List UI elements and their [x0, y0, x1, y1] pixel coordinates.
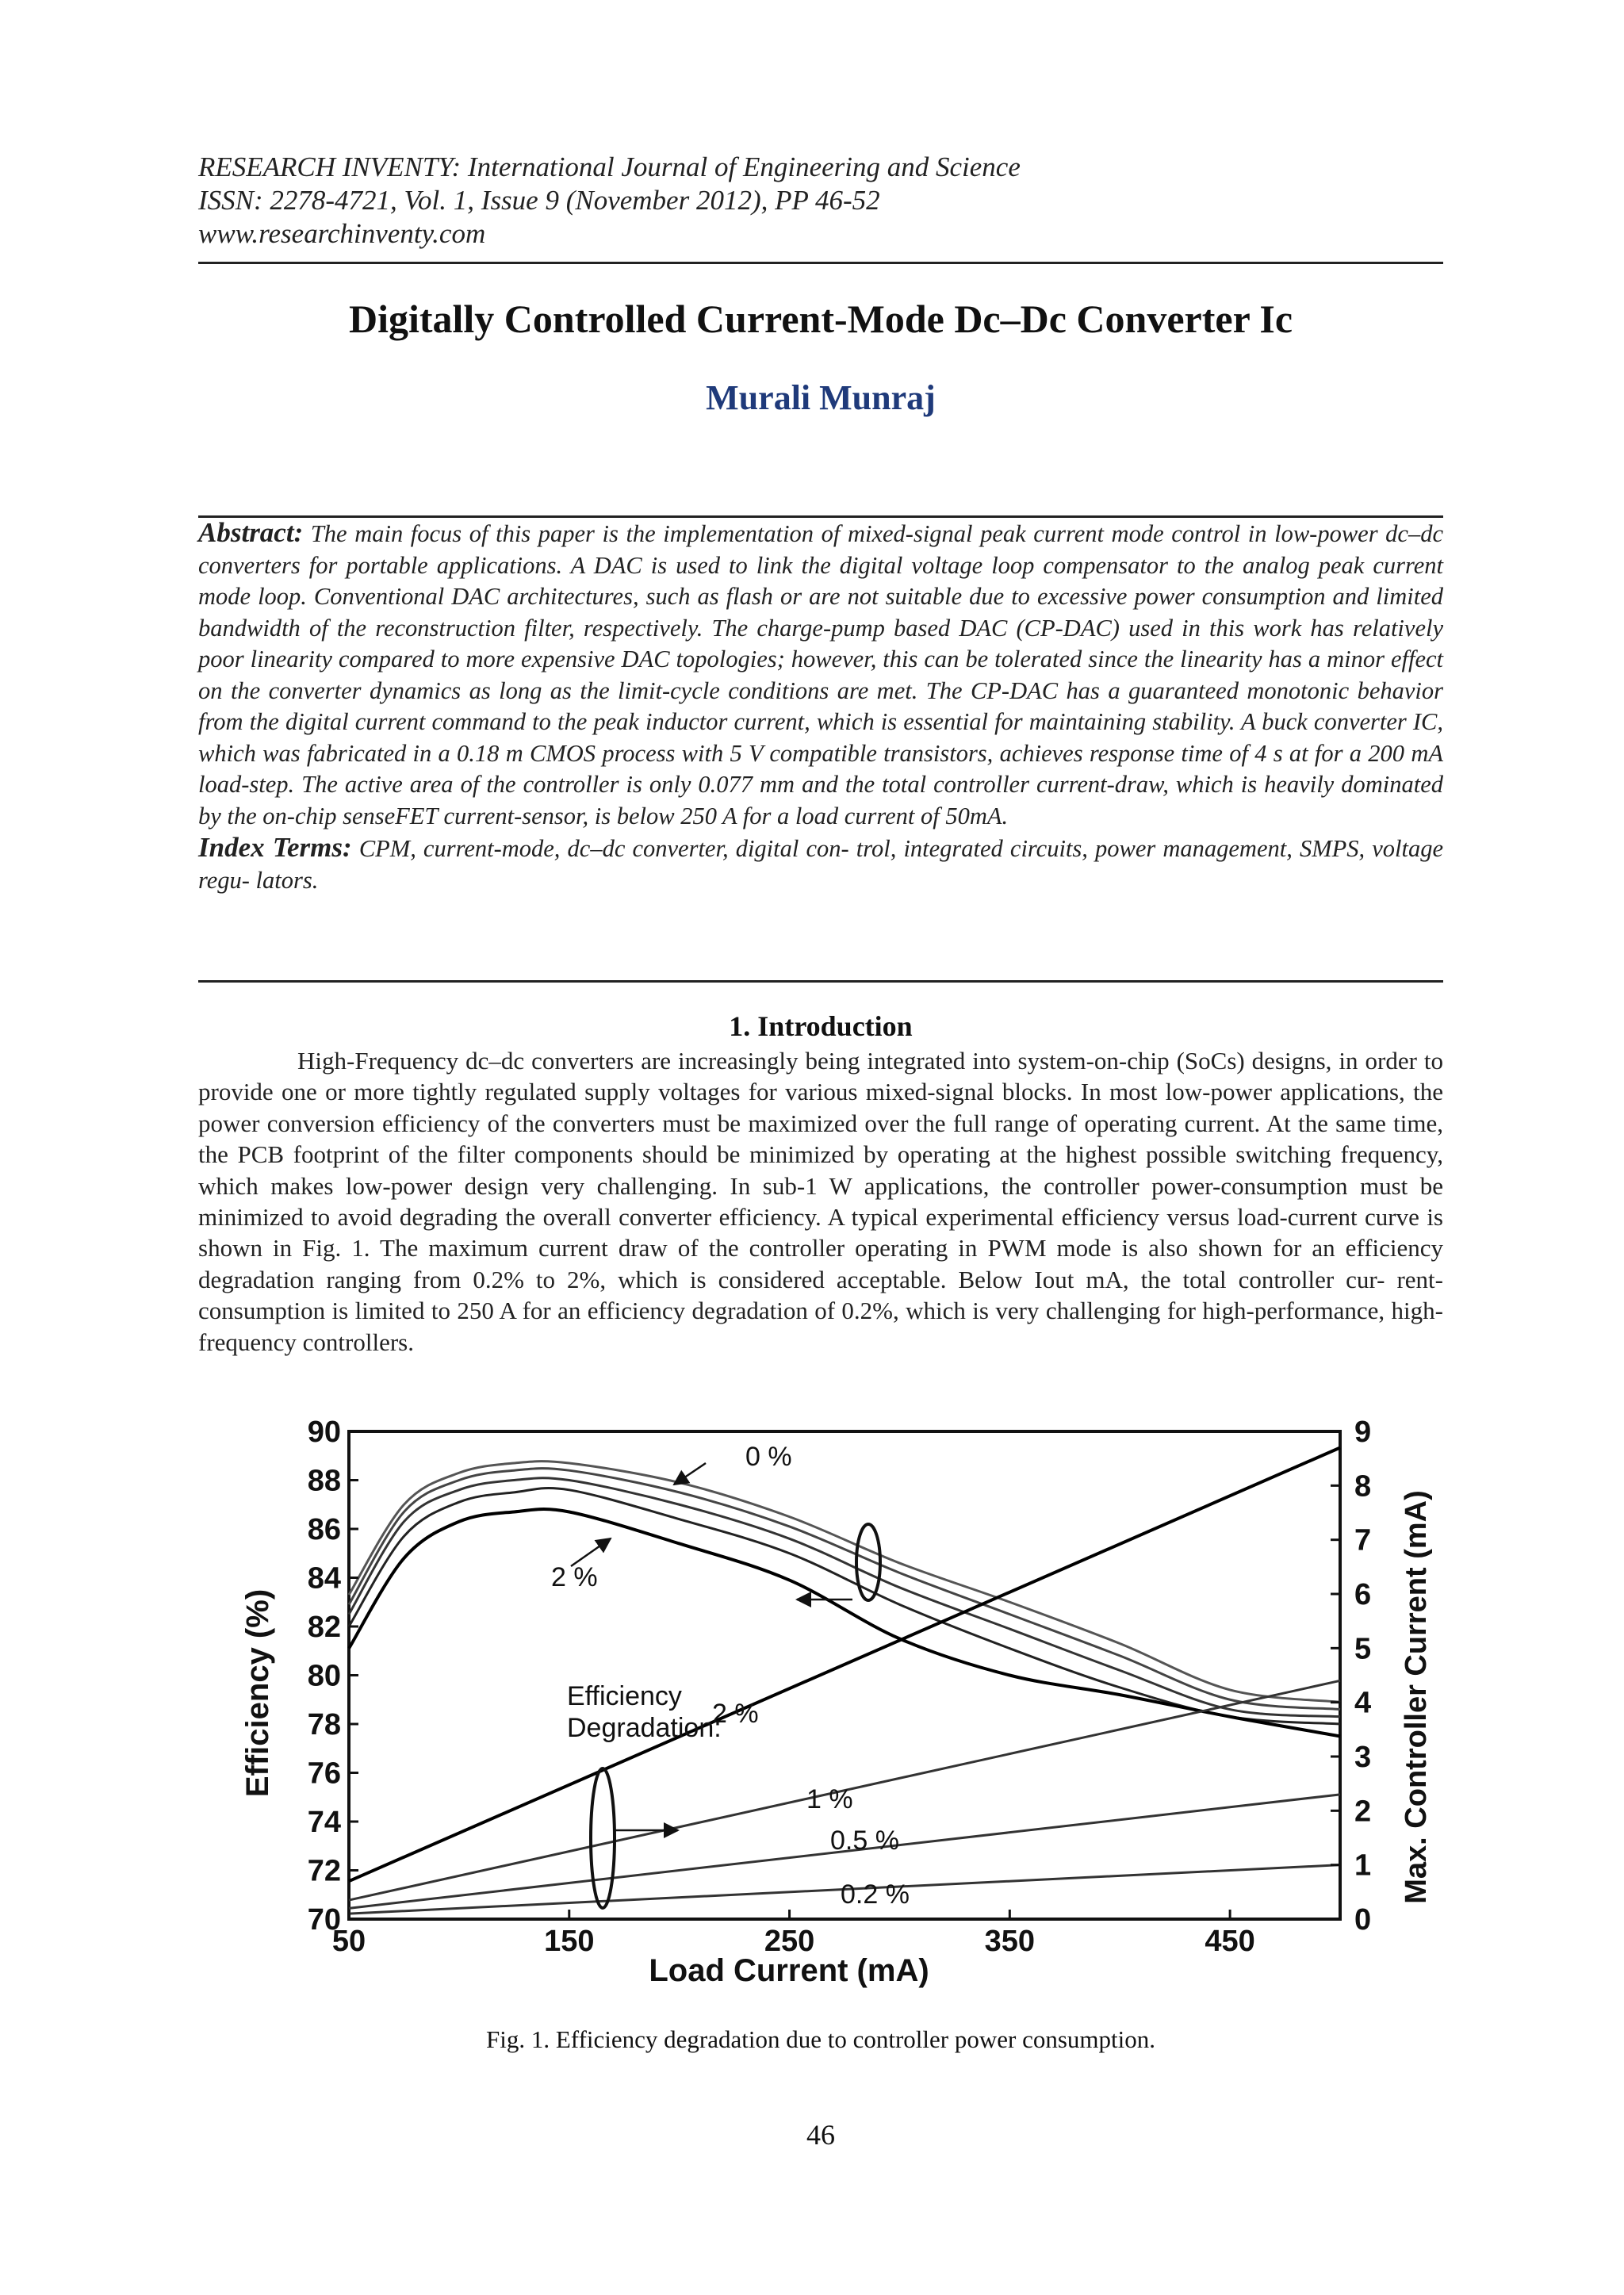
- efficiency-line-2: [349, 1509, 1340, 1736]
- efficiency-line-1: [349, 1488, 1340, 1724]
- y-right-tick-label: 7: [1354, 1523, 1372, 1557]
- abstract-label: Abstract:: [198, 517, 304, 548]
- x-tick-label: 50: [331, 1925, 366, 1958]
- y-right-tick-label: 6: [1354, 1578, 1372, 1611]
- y-left-tick-label: 78: [307, 1708, 341, 1741]
- label-0-2-percent: 0.2 %: [841, 1879, 910, 1910]
- y-left-tick-label: 72: [307, 1854, 341, 1888]
- figure-caption: Fig. 1. Efficiency degradation due to controller power consumption.: [486, 2025, 1155, 2053]
- y-right-tick-label: 3: [1354, 1741, 1372, 1774]
- y-right-tick-label: 5: [1354, 1632, 1372, 1666]
- index-terms-text: CPM, current-mode, dc–dc converter, digital con- trol, integrated circuits, power management, SMPS, voltage regu- lators.: [198, 835, 1444, 894]
- y-left-tick-label: 76: [307, 1757, 341, 1791]
- journal-issn: ISSN: 2278-4721, Vol. 1, Issue 9 (November 2012), PP 46-52: [198, 185, 880, 216]
- y-right-tick-label: 2: [1354, 1795, 1372, 1829]
- journal-name: RESEARCH INVENTY: International Journal of Engineering and Science: [198, 151, 1021, 182]
- abstract-bottom-rule: [198, 980, 1443, 983]
- y-left-tick-label: 70: [307, 1903, 341, 1937]
- y-right-tick-label: 8: [1354, 1469, 1372, 1504]
- y-left-tick-label: 88: [307, 1464, 341, 1498]
- current-lines-ellipse: [591, 1768, 615, 1908]
- y-left-tick-label: 90: [307, 1416, 341, 1449]
- label-2-percent-right: 2 %: [712, 1699, 759, 1729]
- y-axis-left-label: Efficiency (%): [240, 1588, 275, 1798]
- y-left-tick-label: 86: [307, 1513, 341, 1546]
- label-0-percent: 0 %: [745, 1442, 792, 1472]
- arrow-0-percent: [674, 1463, 706, 1485]
- y-axis-right-label: Max. Controller Current (mA): [1400, 1490, 1433, 1904]
- y-left-tick-label: 74: [307, 1806, 341, 1839]
- header-rule: [198, 262, 1443, 264]
- y-right-tick-label: 0: [1354, 1903, 1372, 1937]
- efficiency-degradation-label-2: Degradation:: [567, 1713, 722, 1743]
- x-tick-label: 350: [984, 1925, 1036, 1958]
- y-right-tick-label: 4: [1354, 1686, 1372, 1720]
- abstract-text: The main focus of this paper is the implementation of mixed-signal peak current mode control in low-power dc–dc converters for portable applications. A DAC is used to link the digital voltage loop compensator to the analog peak current mode loop. Conventional DAC architectures, such as flash or are not suitable due to excessive power consumption and limited bandwidth of the reconstruction filter, respectively. The charge-pump based DAC (CP-DAC) used in this work has relatively poor linearity compared to more expensive DAC topologies; however, this can be tolerated since the linearity has a minor effect on the converter dynamics as long as the limit-cycle conditions are met. The CP-DAC has a guaranteed monotonic behavior from the digital current command to the peak inductor current, which is essential for maintaining stability. A buck converter IC, which was fabricated in a 0.18 m CMOS process with 5 V compatible transistors, achieves response time of 4 s at for a 200 mA load-step. The active area of the controller is only 0.077 mm and the total controller current-draw, which is heavily dominated by the on-chip senseFET current-sensor, is below 250 A for a load current of 50mA.: [198, 520, 1444, 829]
- paper-title: Digitally Controlled Current-Mode Dc–Dc Converter Ic: [348, 297, 1293, 341]
- y-right-tick-label: 1: [1354, 1849, 1372, 1883]
- label-1-percent: 1 %: [806, 1784, 853, 1814]
- x-tick-label: 250: [764, 1925, 815, 1958]
- abstract-block: [198, 517, 1443, 896]
- y-left-tick-label: 82: [307, 1611, 341, 1644]
- x-axis-label: Load Current (mA): [649, 1953, 929, 1988]
- label-2-percent-top: 2 %: [551, 1562, 598, 1592]
- x-tick-label: 450: [1205, 1925, 1255, 1958]
- journal-header: [198, 151, 1443, 251]
- x-tick-label: 150: [544, 1925, 595, 1958]
- index-terms-label: Index Terms:: [198, 832, 352, 863]
- efficiency-line-02: [349, 1469, 1340, 1710]
- efficiency-chart: [230, 1404, 1443, 2022]
- label-0-5-percent: 0.5 %: [830, 1826, 899, 1856]
- y-left-tick-label: 80: [307, 1659, 341, 1693]
- efficiency-figure: [230, 1404, 1443, 2022]
- section-title: 1. Introduction: [729, 1010, 913, 1042]
- y-left-tick-label: 84: [307, 1561, 341, 1596]
- y-right-tick-label: 9: [1354, 1416, 1372, 1449]
- introduction-text: High-Frequency dc–dc converters are increasingly being integrated into system-on-chip (SoCs) designs, in order to provide one or more tightly regulated supply voltages for various mixed-signal blocks. In most low-power applications, the power conversion efficiency of the converters must be maximized over the full range of operating current. At the same time, the PCB footprint of the filter components should be minimized by operating at the highest possible switching frequency, which makes low-power design very challenging. In sub-1 W applications, the controller power-consumption must be minimized to avoid degrading the overall converter efficiency. A typical experimental efficiency versus load-current curve is shown in Fig. 1. The maximum current draw of the controller operating in PWM mode is also shown for an efficiency degradation ranging from 0.2% to 2%, which is considered acceptable. Below Iout mA, the total controller cur- rent-consumption is limited to 250 A for an efficiency degradation of 0.2%, which is very challenging for high-performance, high-frequency controllers.: [198, 1047, 1443, 1356]
- paper-author: Murali Munraj: [706, 378, 936, 417]
- efficiency-degradation-label: Efficiency: [567, 1681, 682, 1711]
- journal-website: www.researchinventy.com: [198, 218, 486, 249]
- page-number: 46: [806, 2119, 835, 2151]
